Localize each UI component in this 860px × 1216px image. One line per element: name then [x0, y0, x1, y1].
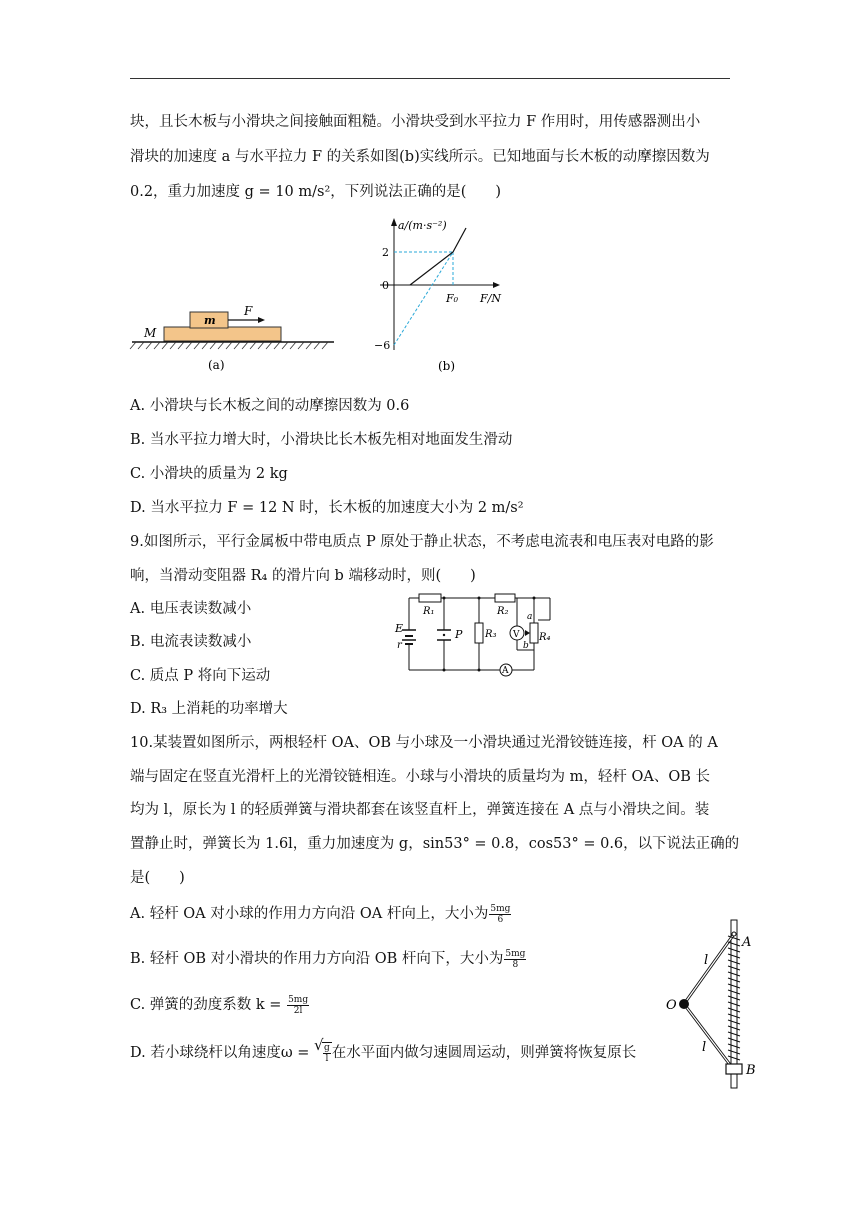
force-label: F	[244, 304, 253, 318]
q8-stem-line-1: 块，且长木板与小滑块之间接触面粗糙。小滑块受到水平拉力 F 作用时，用传感器测出小	[130, 114, 701, 130]
label-R2: R₂	[497, 606, 509, 617]
q9-circuit-diagram	[393, 590, 558, 682]
board-label: M	[144, 326, 157, 340]
label-P: P	[455, 628, 463, 641]
q8-figure-a	[128, 295, 343, 375]
q8-option-a: A. 小滑块与长木板之间的动摩擦因数为 0.6	[130, 398, 410, 414]
q8-option-b: B. 当水平拉力增大时，小滑块比长木板先相对地面发生滑动	[130, 432, 513, 448]
label-R4: R₄	[539, 632, 551, 643]
x-axis-label: F/N	[480, 292, 501, 305]
q10-stem-line-2: 端与固定在竖直光滑杆上的光滑铰链相连。小球与小滑块的质量均为 m，轻杆 OA、OB 长	[130, 769, 710, 785]
q10-option-b	[130, 947, 527, 970]
fraction-denominator: l	[325, 1054, 329, 1064]
q8-option-d: D. 当水平拉力 F = 12 N 时，长木板的加速度大小为 2 m/s²	[130, 500, 524, 516]
fraction-numerator: g	[324, 1043, 330, 1053]
label-l-bottom: l	[702, 1040, 707, 1055]
q10-option-d-post: 在水平面内做匀速圆周运动，则弹簧将恢复原长	[331, 1045, 637, 1061]
q8-stem-line-2: 滑块的加速度 a 与水平拉力 F 的关系如图(b)实线所示。已知地面与长木板的动摩擦因数为	[130, 149, 710, 165]
y-tick-neg6: −6	[374, 339, 391, 352]
q10-stem-line-3: 均为 l，原长为 l 的轻质弹簧与滑块都套在该竖直杆上，弹簧连接在 A 点与小滑块之间。装	[130, 802, 710, 818]
caption-a: (a)	[208, 358, 225, 372]
caption-b: (b)	[438, 359, 456, 373]
origin-label: 0	[382, 279, 389, 292]
fraction-denominator: 8	[512, 959, 519, 970]
q10-stem-line-5: 是( )	[130, 870, 185, 886]
label-B: B	[746, 1063, 756, 1078]
q9-stem-line-2: 响，当滑动变阻器 R₄ 的滑片向 b 端移动时，则( )	[130, 568, 476, 584]
q10-option-d-fraction	[323, 1043, 331, 1064]
q10-option-a	[130, 902, 512, 925]
label-A: A	[502, 666, 509, 676]
q9-option-b: B. 电流表读数减小	[130, 634, 252, 650]
label-V: V	[513, 630, 520, 640]
q9-option-c: C. 质点 P 将向下运动	[130, 668, 271, 684]
fraction-numerator: 5mg	[505, 948, 526, 959]
label-O: O	[666, 998, 677, 1013]
q9-stem-line-1: 9.如图所示，平行金属板中带电质点 P 原处于静止状态，不考虑电流表和电压表对电路的影	[130, 534, 714, 550]
label-a: a	[527, 612, 533, 622]
q10-option-c-text: C. 弹簧的劲度系数 k =	[130, 997, 282, 1013]
q10-option-d-sqrt	[314, 1036, 332, 1064]
label-E: E	[395, 622, 404, 635]
label-l-top: l	[704, 953, 709, 968]
q10-option-b-text: B. 轻杆 OB 对小滑块的作用力方向沿 OB 杆向下，大小为	[130, 951, 504, 967]
block-label: m	[204, 314, 216, 327]
label-R1: R₁	[423, 606, 435, 617]
label-r: r	[397, 640, 402, 651]
q8-stem-line-3: 0.2，重力加速度 g = 10 m/s²，下列说法正确的是( )	[130, 184, 502, 200]
fraction-denominator: 6	[497, 914, 504, 925]
q10-option-d	[130, 1036, 637, 1064]
q10-option-c-fraction	[287, 995, 309, 1016]
x-tick-f0: F₀	[446, 292, 459, 305]
q9-option-d: D. R₃ 上消耗的功率增大	[130, 701, 288, 717]
q10-option-a-text: A. 轻杆 OA 对小球的作用力方向沿 OA 杆向上，大小为	[130, 906, 489, 922]
y-tick-2: 2	[382, 246, 389, 259]
q10-stem-line-1: 10.某装置如图所示，两根轻杆 OA、OB 与小球及一小滑块通过光滑铰链连接，杆 OA 的 A	[130, 735, 718, 751]
q9-option-a: A. 电压表读数减小	[130, 601, 252, 617]
label-A: A	[742, 935, 752, 950]
y-axis-label: a/(m·s⁻²)	[398, 219, 447, 232]
q8-option-c: C. 小滑块的质量为 2 kg	[130, 466, 288, 482]
fraction-numerator: 5mg	[490, 903, 511, 914]
label-b: b	[523, 641, 529, 651]
q10-option-c	[130, 993, 310, 1016]
fraction-denominator: 2l	[293, 1005, 303, 1016]
q10-option-b-fraction	[504, 949, 526, 970]
label-R3: R₃	[485, 629, 497, 640]
header-rule	[130, 78, 730, 79]
q10-stem-line-4: 置静止时，弹簧长为 1.6l，重力加速度为 g，sin53° = 0.8，cos53° = 0.6，以下说法正确的	[130, 836, 740, 852]
q10-option-a-fraction	[489, 904, 511, 925]
q10-figure	[662, 916, 772, 1096]
q8-figure-b	[360, 210, 520, 375]
q10-option-d-pre: D. 若小球绕杆以角速度ω =	[130, 1045, 310, 1061]
fraction-numerator: 5mg	[288, 994, 309, 1005]
sqrt-sign-icon: √	[314, 1036, 324, 1054]
